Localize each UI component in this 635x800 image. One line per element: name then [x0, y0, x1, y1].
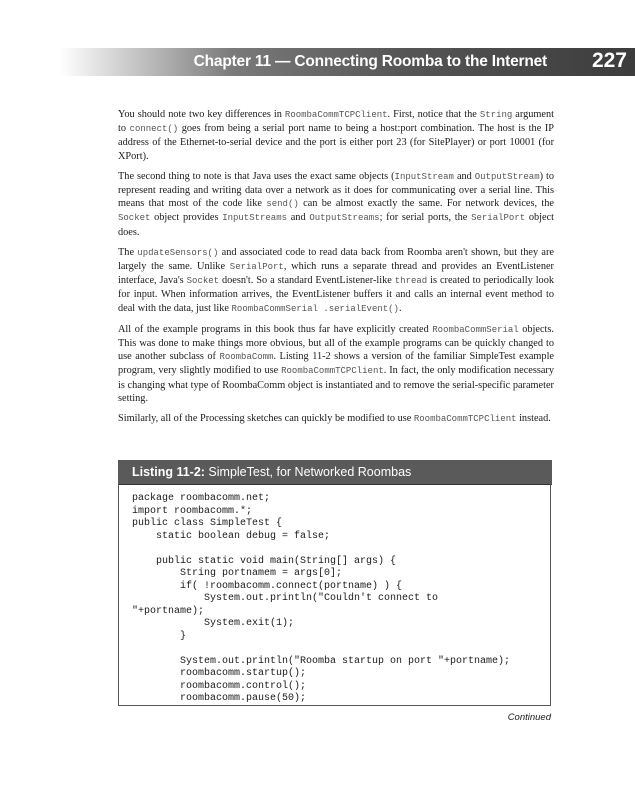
inline-code: RoombaCommTCPClient [284, 110, 388, 120]
text-run: You should note two key differences in [118, 109, 285, 120]
inline-code: OutputStream [474, 171, 540, 182]
code-line: if( !roombacomm.connect(portname) ) { [132, 580, 403, 592]
code-listing [132, 493, 547, 706]
chapter-title: Chapter 11 — Connecting Roomba to the Internet [193, 53, 547, 70]
text-run: ) to represent reading and writing data over a network as it does for communicating over a serial line. This means that most of the code like [118, 170, 555, 210]
listing-caption: SimpleTest, for Networked Roombas [204, 465, 412, 479]
code-line: } [132, 630, 187, 642]
text-run: ; for serial ports, the [379, 212, 472, 224]
chapter-header-bar [60, 48, 635, 76]
text-run: instead. [516, 413, 551, 425]
inline-code: send() [266, 199, 299, 210]
inline-code: RoombaComm [219, 352, 274, 363]
text-run: . In fact, the only modification necessary is changing what type of RoombaComm object is instantiated and to remove the serial-specific parameter setting. [118, 365, 554, 404]
text-run: and [453, 170, 475, 182]
inline-code: Socket [186, 276, 220, 287]
code-line: public static void main(String[] args) { [132, 555, 397, 567]
inline-code: updateSensors() [137, 247, 219, 258]
listing-label: Listing 11-2: [132, 465, 205, 479]
inline-code: InputStreams [222, 213, 288, 224]
code-line: roombacomm.startup(); [132, 668, 307, 679]
inline-code: String [479, 110, 513, 120]
code-line: import roombacomm.*; [132, 505, 253, 517]
text-run: and associated code to read data back from Roomba aren't shown, but they are largely the same. Unlike [118, 246, 554, 273]
listing-title [132, 460, 411, 484]
code-line: static boolean debug = false; [132, 530, 331, 542]
code-line: "+portname); [132, 605, 205, 617]
code-line [132, 543, 547, 556]
text-run: The [118, 246, 138, 258]
code-line: System.exit(1); [132, 618, 295, 629]
text-run: goes from being a serial port name to being a host:port combination. The host is the IP address of the Ethernet-to-serial device and the port is either port 23 (for SitePlayer) or port 10001 (for XPort). [118, 123, 554, 162]
listing-title-bar [118, 460, 552, 485]
text-run: objects. This was done to make things more obvious, but all of the example programs can be quickly changed to use another subclass of [118, 323, 554, 363]
code-line: System.out.println("Roomba startup on port "+portname); [132, 655, 511, 667]
code-line: String portnamem = args[0]; [132, 568, 343, 579]
paragraph [118, 412, 554, 426]
paragraph [118, 246, 554, 316]
inline-code: RoombaCommSerial .serialEvent() [231, 303, 399, 314]
text-run: object does. [118, 212, 555, 238]
text-run: . Listing 11-2 shows a version of the familiar SimpleTest example program, very slightly modified to use [118, 351, 555, 377]
inline-code: RoombaCommTCPClient [281, 366, 384, 377]
inline-code: SerialPort [471, 213, 526, 224]
inline-code: SerialPort [229, 262, 284, 273]
text-run: can be almost exactly the same. For network devices, the [298, 198, 554, 210]
paragraph [118, 323, 554, 405]
paragraph [118, 170, 554, 239]
code-line: package roombacomm.net; [132, 493, 271, 504]
inline-code: thread [394, 276, 428, 287]
text-run: All of the example programs in this book thus far have explicitly created [118, 323, 433, 335]
inline-code: RoombaCommSerial [432, 324, 519, 335]
inline-code: Socket [118, 213, 151, 224]
inline-code: OutputStreams [309, 213, 380, 224]
text-run: and [287, 212, 310, 224]
inline-code: connect() [129, 124, 179, 135]
continued-label: Continued [507, 712, 551, 723]
code-line: roombacomm.control(); [132, 680, 307, 692]
inline-code: RoombaCommTCPClient [413, 414, 517, 425]
text-run: Similarly, all of the Processing sketches can quickly be modified to use [118, 413, 414, 425]
body-text [118, 108, 554, 433]
text-run: . First, notice that the [387, 109, 480, 120]
text-run: is created to periodically look for input. When information arrives, the EventListener buffers it and calls an internal event method to deal with the data, just like [118, 275, 554, 314]
text-run: . [398, 302, 402, 314]
code-line: public class SimpleTest { [132, 518, 283, 529]
text-run: object provides [150, 212, 223, 224]
text-run: , which runs a separate thread and provides an EventListener interface, Java's [118, 261, 554, 287]
inline-code: InputStream [394, 171, 454, 182]
page-number: 227 [591, 49, 627, 72]
text-run: doesn't. So a standard EventListener-like [219, 275, 395, 287]
code-line [132, 643, 547, 656]
paragraph [118, 108, 554, 163]
code-line: System.out.println("Couldn't connect to [132, 593, 439, 604]
text-run: The second thing to note is that Java uses the exact same objects ( [118, 170, 395, 182]
text-run: argument to [118, 109, 555, 135]
code-line: roombacomm.pause(50); [132, 693, 307, 704]
